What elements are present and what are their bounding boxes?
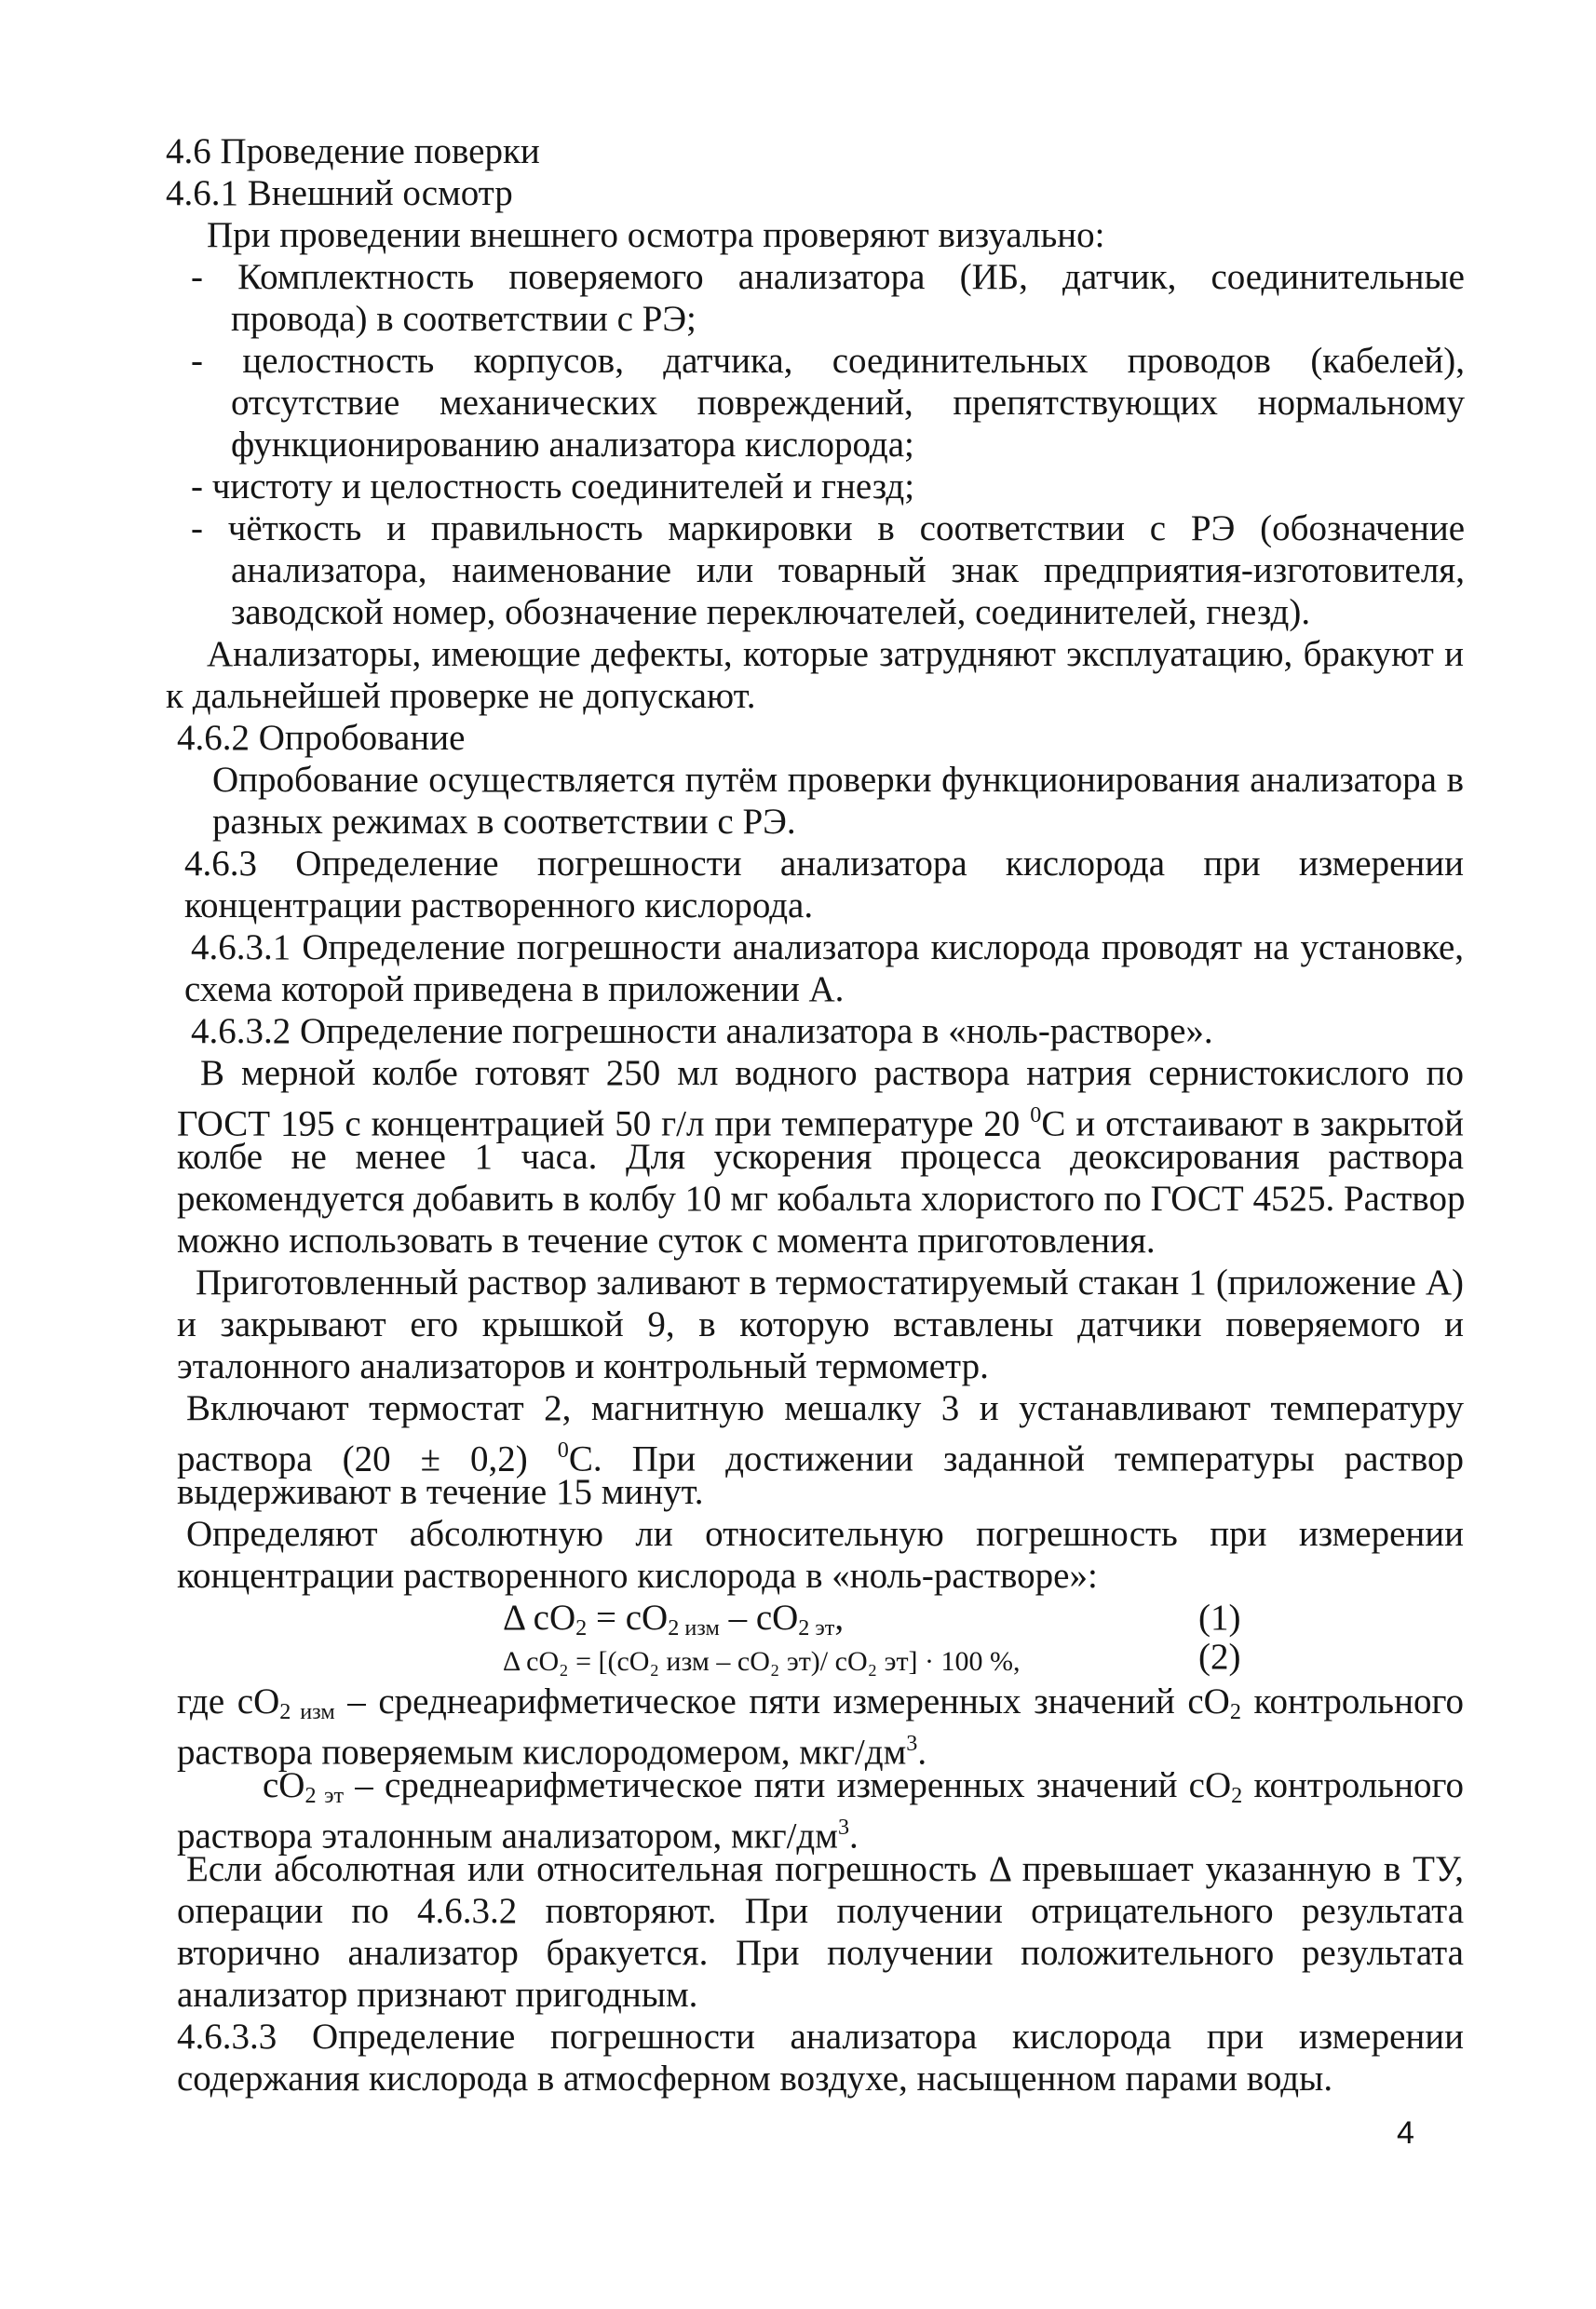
determine-line-1: Определяют абсолютную ли относительную погрешность при измерении [186,1514,1464,1554]
bullet-1-line-1: - Комплектность поверяемого анализатора (ИБ, датчик, соединительные [191,257,1465,297]
prepared-line-3: эталонного анализаторов и контрольный термометр. [177,1346,989,1386]
flask-line-5: можно использовать в течение суток с момента приготовления. [177,1221,1156,1261]
bullet-3-line-1: - чистоту и целостность соединителей и гнезд; [191,466,915,506]
para-4-6-3-2: 4.6.3.2 Определение погрешности анализатора в «ноль-растворе». [191,1011,1213,1051]
heading-4-6-3-line-2: концентрации растворенного кислорода. [184,885,814,925]
formula-2-number: (2) [1198,1637,1241,1677]
heading-4-6-3-3-line-1: 4.6.3.3 Определение погрешности анализатора кислорода при измерении [177,2017,1464,2057]
where-line-2: раствора поверяемым кислородомером, мкг/$дм^3$. [177,1731,927,1773]
prepared-line-2: и закрывают его крышкой 9, в которую вставлены датчики поверяемого и [177,1304,1464,1344]
switch-on-line-1: Включают термостат 2, магнитную мешалку 3 и устанавливают температуру [186,1388,1464,1428]
page-number: 4 [1397,2115,1414,2151]
bullet-2-line-1: - целостность корпусов, датчика, соединительных проводов (кабелей), [191,341,1465,381]
formula-1-number: (1) [1198,1598,1241,1638]
if-line-1: Если абсолютная или относительная погрешность Δ превышает указанную в ТУ, [186,1849,1464,1889]
bullet-4-line-1: - чёткость и правильность маркировки в соответствии с РЭ (обозначение [191,508,1465,548]
para-4-6-3-1-line-2: схема которой приведена в приложении А. [184,969,845,1009]
intro-line: При проведении внешнего осмотра проверяют визуально: [207,215,1105,255]
heading-4-6: 4.6 Проведение поверки [166,131,540,171]
switch-on-line-3: выдерживают в течение 15 минут. [177,1472,704,1512]
where-line-1: где $cO_{2 изм}$ – среднеарифметическое пяти измеренных значений $cO_2$ контрольного [177,1681,1464,1725]
formula-2: Δ cO₂ = [(cO₂ изм – cO₂ эт)/ cO₂ эт] · 100 %, [503,1646,1021,1677]
if-line-2: операции по 4.6.3.2 повторяют. При получении отрицательного результата [177,1891,1464,1931]
flask-line-2: ГОСТ 195 с концентрацией 50 г/л при температуре 20 $^0$С и отстаивают в закрытой [177,1102,1464,1144]
heading-4-6-3-line-1: 4.6.3 Определение погрешности анализатора кислорода при измерении [184,844,1464,884]
bullet-4-line-3: заводской номер, обозначение переключателей, соединителей, гнезд). [231,592,1311,632]
bullet-2-line-2: отсутствие механических повреждений, препятствующих нормальному [231,383,1465,423]
heading-4-6-2: 4.6.2 Опробование [177,718,466,758]
defects-line-1: Анализаторы, имеющие дефекты, которые затрудняют эксплуатацию, бракуют и [207,634,1464,674]
heading-4-6-1: 4.6.1 Внешний осмотр [166,173,513,213]
reference-line-1: $cO_{2 эт}$ – среднеарифметическое пяти измеренных значений $cO_2$ контрольного [263,1765,1464,1809]
bullet-2-line-3: функционированию анализатора кислорода; [231,425,914,465]
flask-line-1: В мерной колбе готовят 250 мл водного раствора натрия сернистокислого по [200,1053,1464,1093]
if-line-3: вторично анализатор бракуется. При получении положительного результата [177,1933,1464,1973]
reference-line-2: раствора эталонным анализатором, мкг/$дм^3$. [177,1815,859,1857]
probe-line-2: разных режимах в соответствии с РЭ. [212,802,796,842]
flask-line-3: колбе не менее 1 часа. Для ускорения процесса деоксирования раствора [177,1137,1464,1177]
flask-line-4: рекомендуется добавить в колбу 10 мг кобальта хлористого по ГОСТ 4525. Раствор [177,1179,1466,1219]
bullet-4-line-2: анализатора, наименование или товарный знак предприятия-изготовителя, [231,550,1465,590]
formula-1: Δ $cO_2 = cO_{2 изм} - cO_{2 эт}$, [503,1598,845,1641]
heading-4-6-3-3-line-2: содержания кислорода в атмосферном воздухе, насыщенном парами воды. [177,2059,1333,2099]
defects-line-2: к дальнейшей проверке не допускают. [166,676,756,716]
probe-line-1: Опробование осуществляется путём проверки функционирования анализатора в [212,760,1464,800]
prepared-line-1: Приготовленный раствор заливают в термостатируемый стакан 1 (приложение А) [196,1263,1464,1303]
switch-on-line-2: раствора (20 ± 0,2) $^0$С. При достижении заданной температуры раствор [177,1438,1464,1479]
determine-line-2: концентрации растворенного кислорода в «ноль-растворе»: [177,1556,1098,1596]
bullet-1-line-2: провода) в соответствии с РЭ; [231,299,697,339]
para-4-6-3-1-line-1: 4.6.3.1 Определение погрешности анализатора кислорода проводят на установке, [191,927,1464,967]
if-line-4: анализатор признают пригодным. [177,1975,698,2015]
